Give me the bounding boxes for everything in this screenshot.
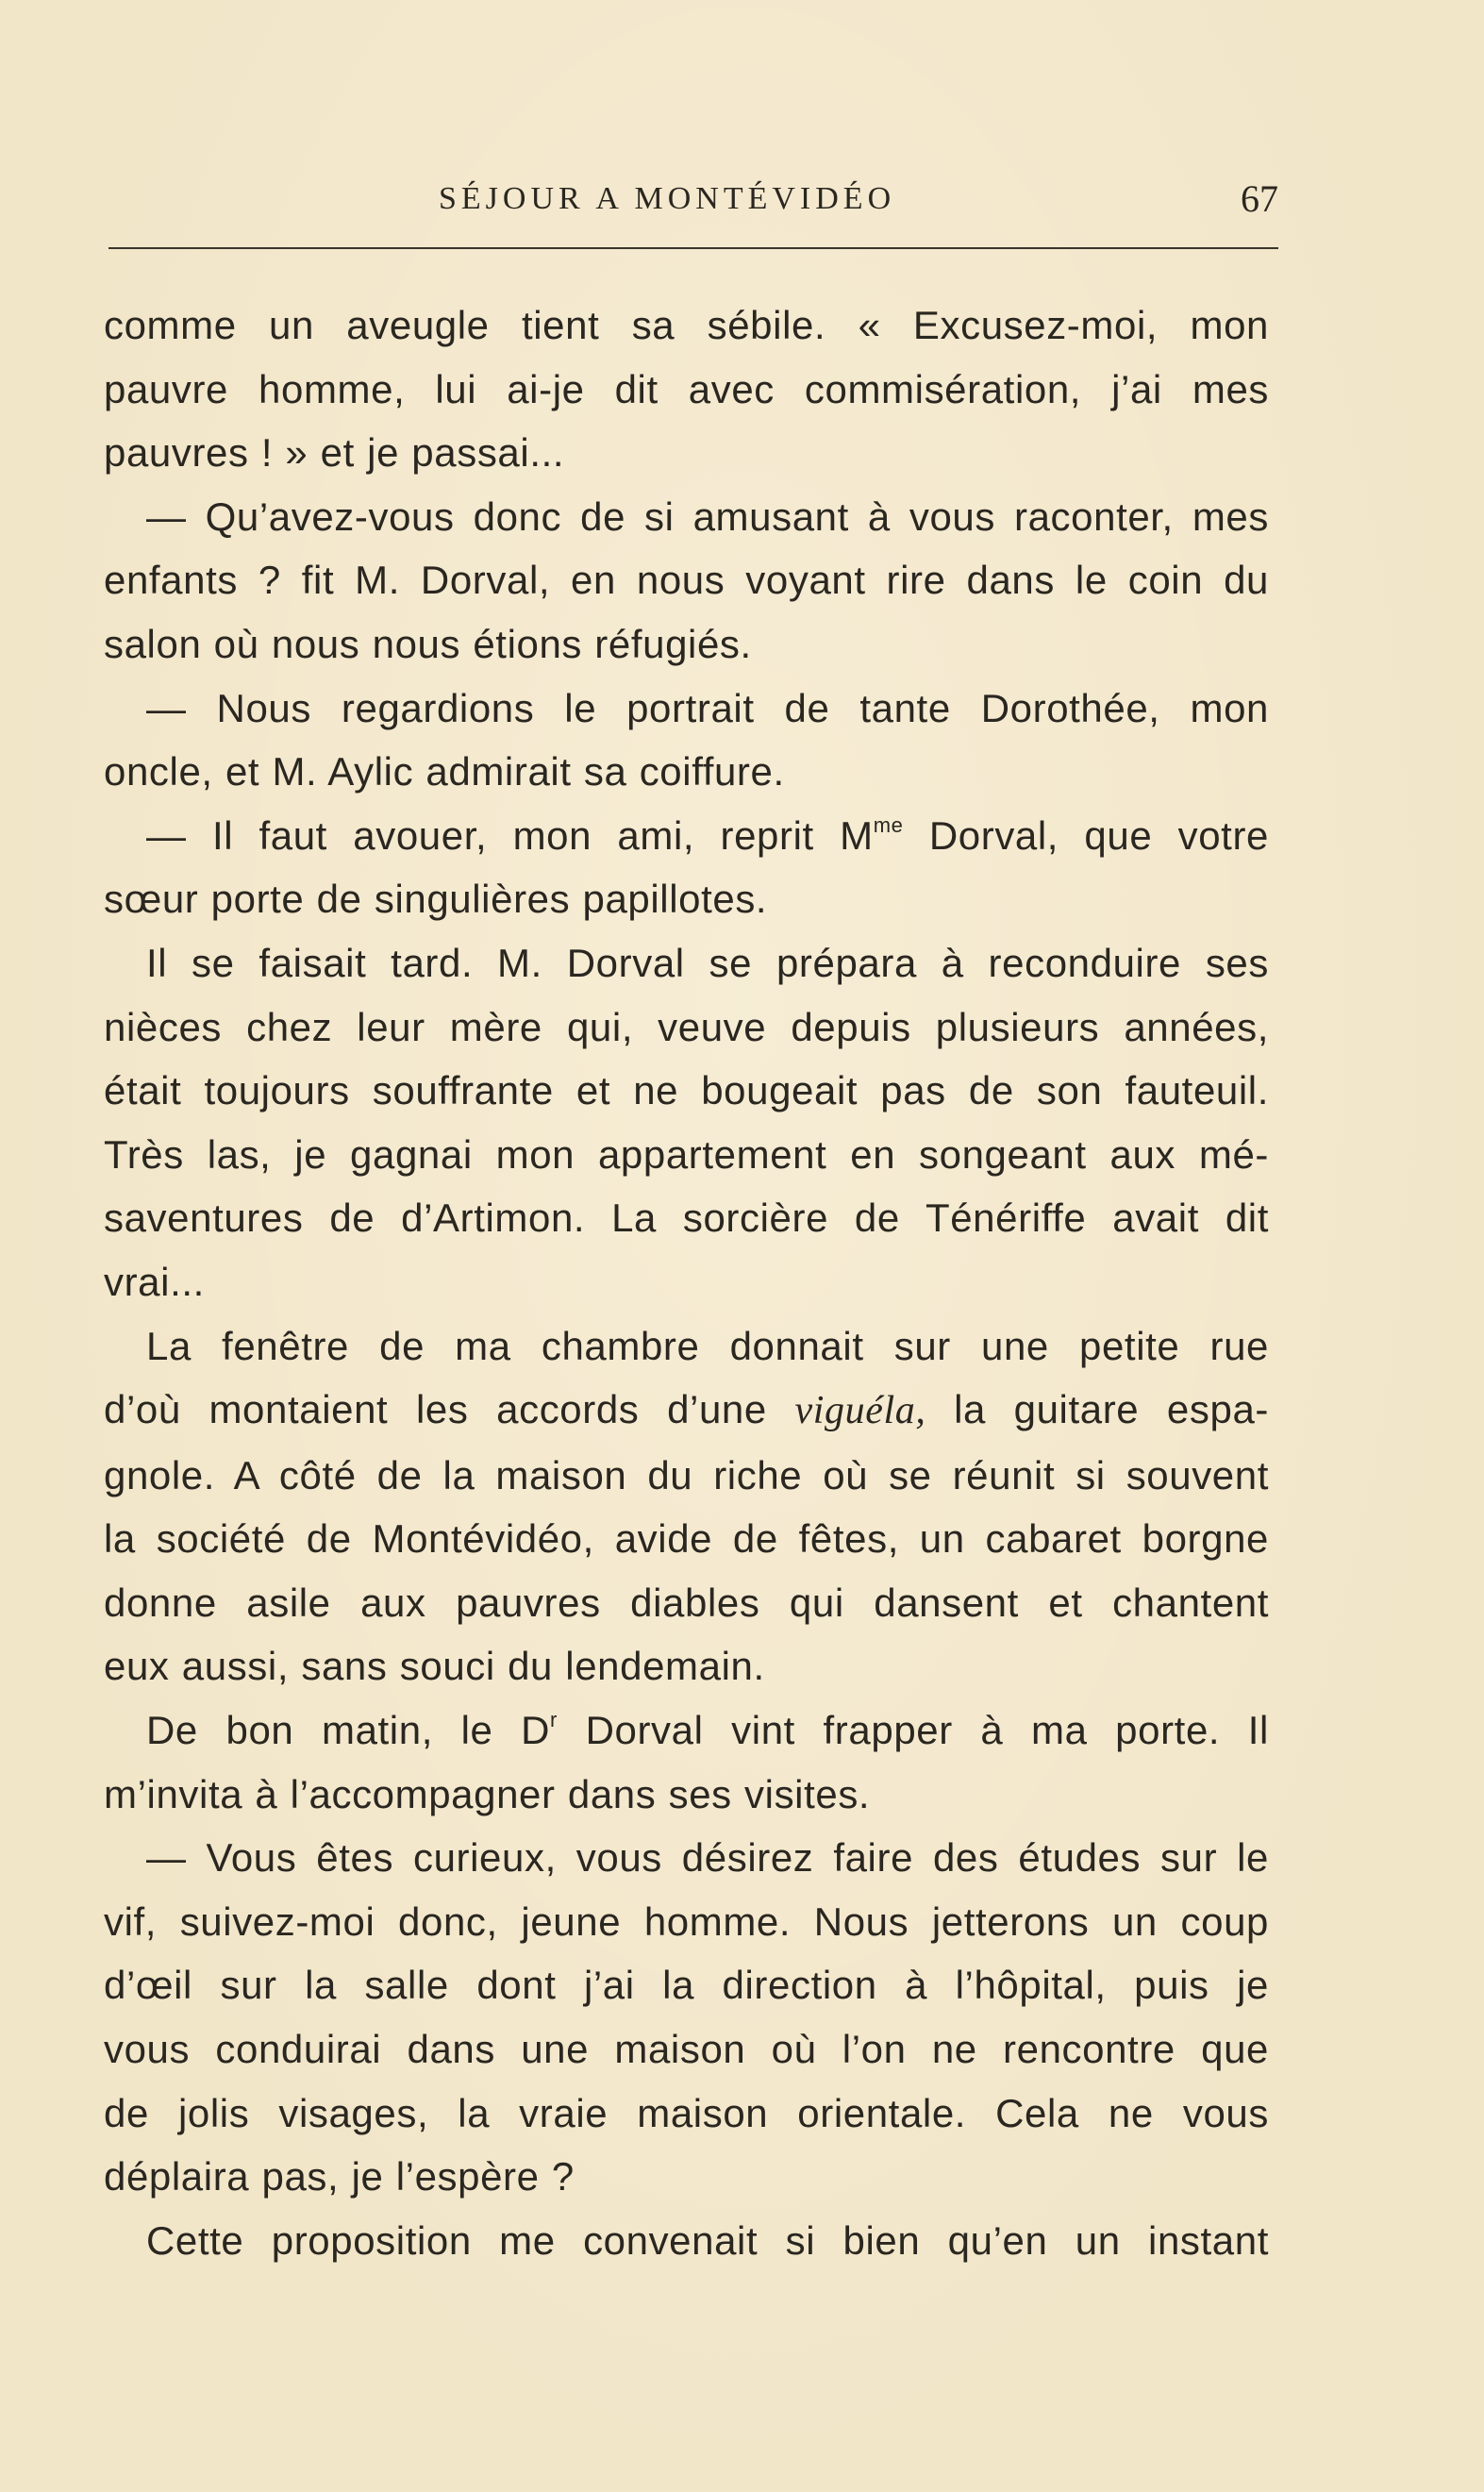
text-line: comme un aveugle tient sa sébile. « Excusez-moi, mon xyxy=(104,303,1269,347)
text-line: était toujours souffrante et ne bougeait pas de son fauteuil. xyxy=(104,1068,1269,1113)
text-line: — Nous regardions le portrait de tante Dorothée, mon xyxy=(146,685,1269,730)
text-line: la société de Montévidéo, avide de fêtes, un cabaret borgne xyxy=(104,1516,1269,1562)
text-run: Dorval vint frapper à ma porte. Il xyxy=(557,1708,1269,1753)
text-line: gnole. A côté de la maison du riche où se réunit si souvent xyxy=(104,1452,1269,1497)
text-line: pauvre homme, lui ai-je dit avec commisération, j’ai mes xyxy=(104,366,1269,411)
text-line: vif, suivez-moi donc, jeune homme. Nous jetterons un coup xyxy=(104,1898,1269,1944)
text-run: De bon matin, le D xyxy=(146,1708,551,1753)
text-line: La fenêtre de ma chambre donnait sur une petite rue xyxy=(146,1323,1269,1368)
text-line: donne asile aux pauvres diables qui dansent et chantent xyxy=(104,1580,1269,1625)
page-header xyxy=(104,176,1278,223)
text-line: sœur porte de singulières papillotes. xyxy=(104,877,768,922)
text-line: eux aussi, sans souci du lendemain. xyxy=(104,1644,765,1689)
text-line: — Qu’avez-vous donc de si amusant à vous raconter, mes xyxy=(146,493,1269,539)
text-line: Très las, je gagnai mon appartement en songeant aux mé- xyxy=(104,1131,1269,1177)
header-rule xyxy=(108,247,1278,249)
text-line: d’œil sur la salle dont j’ai la direction à l’hôpital, puis je xyxy=(104,1963,1269,2008)
page-number: 67 xyxy=(1241,177,1278,220)
text-line: déplaira pas, je l’espère ? xyxy=(104,2154,575,2199)
text-line: oncle, et M. Aylic admirait sa coiffure. xyxy=(104,749,785,794)
text-run: la guitare espa- xyxy=(925,1387,1269,1432)
text-line: salon où nous nous étions réfugiés. xyxy=(104,621,752,666)
text-line: m’invita à l’accompagner dans ses visites. xyxy=(104,1771,871,1816)
italic-word: viguéla, xyxy=(794,1389,926,1433)
text-run: Dorval, que votre xyxy=(903,812,1269,858)
text-line xyxy=(104,1378,1269,1444)
text-line: vrai... xyxy=(104,1259,205,1304)
text-run: d’où montaient les accords d’une xyxy=(104,1387,795,1432)
text-line: Cette proposition me convenait si bien qu’en un instant xyxy=(146,2217,1269,2263)
text-line: saventures de d’Artimon. La sorcière de Ténériffe avait dit xyxy=(104,1196,1269,1241)
text-run: — Il faut avouer, mon ami, reprit M xyxy=(146,812,874,858)
text-line: pauvres ! » et je passai... xyxy=(104,430,565,476)
superscript: r xyxy=(550,1708,558,1732)
text-line: de jolis visages, la vraie maison orientale. Cela ne vous xyxy=(104,2090,1269,2135)
text-line xyxy=(104,1698,1269,1763)
text-line: — Vous êtes curieux, vous désirez faire des études sur le xyxy=(146,1835,1269,1881)
text-line: nièces chez leur mère qui, veuve depuis plusieurs années, xyxy=(104,1004,1269,1049)
running-title: SÉJOUR A MONTÉVIDÉO xyxy=(439,181,896,216)
text-line xyxy=(104,804,1269,868)
text-line: enfants ? fit M. Dorval, en nous voyant rire dans le coin du xyxy=(104,558,1269,603)
body-text xyxy=(104,293,1269,2272)
text-line: Il se faisait tard. M. Dorval se prépara à reconduire ses xyxy=(146,940,1269,985)
superscript: me xyxy=(873,812,904,837)
text-line: vous conduirai dans une maison où l’on ne rencontre que xyxy=(104,2027,1269,2072)
